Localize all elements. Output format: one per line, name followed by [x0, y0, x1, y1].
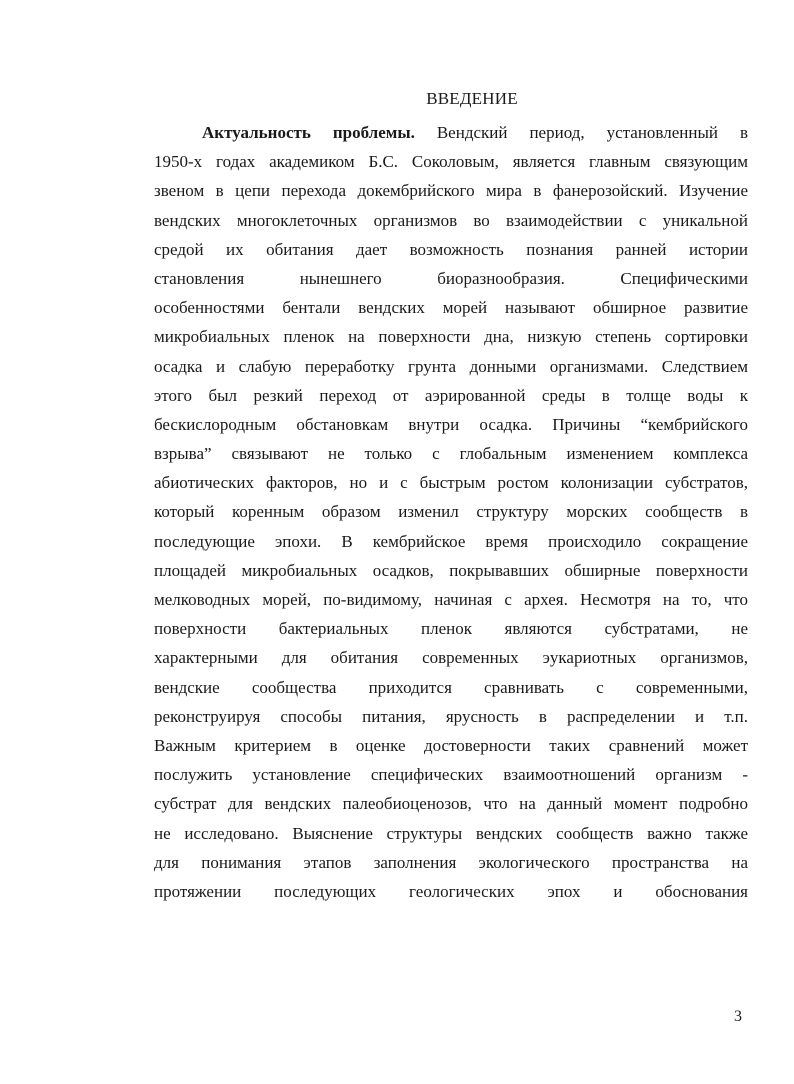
text-line	[154, 118, 748, 147]
text-line: микробиальных пленок на поверхности дна, низкую степень сортировки	[154, 327, 748, 347]
text-line: этого был резкий переход от аэрированной среды в толще воды к	[154, 385, 748, 405]
text-line: для понимания этапов заполнения экологического пространства на	[154, 852, 748, 872]
text-line: звеном в цепи перехода докембрийского мира в фанерозойский. Изучение	[154, 181, 748, 201]
text-line: особенностями бентали вендских морей называют обширное развитие	[154, 298, 748, 318]
text-line: который коренным образом изменил структуру морских сообществ в	[154, 502, 748, 522]
text-line: послужить установление специфических взаимоотношений организм -	[154, 765, 748, 785]
text-line: абиотических факторов, но и с быстрым ростом колонизации субстратов,	[154, 473, 748, 493]
text-line: субстрат для вендских палеобиоценозов, что на данный момент подробно	[154, 794, 748, 814]
text-line: площадей микробиальных осадков, покрывавших обширные поверхности	[154, 560, 748, 580]
text-line: протяжении последующих геологических эпох и обоснования	[154, 881, 748, 901]
page-number: 3	[734, 1008, 742, 1025]
text-line: реконструируя способы питания, ярусность в распределении и т.п.	[154, 706, 748, 726]
section-heading: ВВЕДЕНИЕ	[426, 89, 518, 108]
text-line: мелководных морей, по-видимому, начиная с архея. Несмотря на то, что	[154, 590, 748, 609]
body-text	[154, 118, 748, 906]
text-line: вендских многоклеточных организмов во взаимодействии с уникальной	[154, 210, 748, 230]
text-line: поверхности бактериальных пленок являются субстратами, не	[154, 619, 748, 639]
text-line: последующие эпохи. В кембрийское время происходило сокращение	[154, 531, 748, 551]
text-line: становления нынешнего биоразнообразия. Специфическими	[154, 268, 748, 288]
text-line: вендские сообщества приходится сравнивать с современными,	[154, 677, 748, 697]
text-line: 1950-х годах академиком Б.С. Соколовым, является главным связующим	[154, 152, 748, 172]
text-line: взрыва” связывают не только с глобальным изменением комплекса	[154, 444, 748, 464]
text-line: средой их обитания дает возможность познания ранней истории	[154, 239, 748, 259]
text-line: характерными для обитания современных эукариотных организмов,	[154, 648, 748, 668]
lead-phrase: Актуальность проблемы.	[202, 123, 415, 142]
text-line: не исследовано. Выяснение структуры вендских сообществ важно также	[154, 823, 748, 843]
text-line-content: Вендский период, установленный в	[414, 123, 748, 142]
text-line: осадка и слабую переработку грунта донными организмами. Следствием	[154, 356, 748, 376]
text-line: Важным критерием в оценке достоверности таких сравнений может	[154, 735, 748, 755]
text-line: бескислородным обстановкам внутри осадка. Причины “кембрийского	[154, 414, 748, 434]
